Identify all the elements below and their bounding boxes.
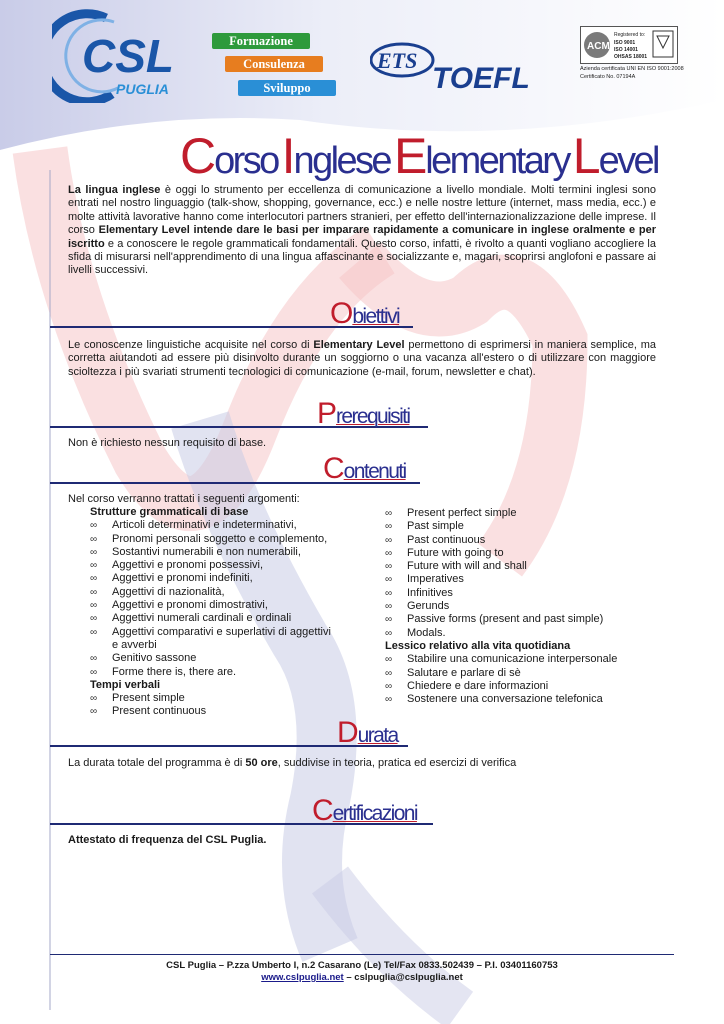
section-title-contenuti: Contenuti (323, 452, 406, 485)
list-item: ∞ Genitivo sassone (90, 652, 197, 665)
website-link[interactable]: www.cslpuglia.net (261, 972, 344, 983)
list-item: ∞ Pronomi personali soggetto e complemento, (90, 532, 328, 545)
section-title-certificazioni: Certificazioni (312, 794, 417, 827)
footer-address: CSL Puglia – P.zza Umberto I, n.2 Casarano (Le) Tel/Fax 0833.502439 – P.I. 03401160753 (166, 960, 558, 971)
list-item: ∞ Forme there is, there are. (90, 665, 237, 678)
bullet-icon: ∞ (90, 653, 98, 665)
list-tempi (90, 692, 340, 719)
bullet-icon: ∞ (90, 666, 98, 678)
bullet-icon: ∞ (385, 680, 393, 692)
list-item: ∞ Past simple (385, 520, 464, 533)
list-item: ∞ Past continuous (385, 533, 486, 546)
list-strutture (90, 519, 340, 679)
list-item: ∞ Chiedere e dare informazioni (385, 679, 549, 692)
email-address[interactable]: cslpuglia@cslpuglia.net (354, 972, 463, 983)
iso1-text: ISO 9001 (614, 40, 636, 46)
list-item: ∞ Aggettivi di nazionalità, (90, 585, 225, 598)
list-item: ∞ Present continuous (90, 705, 207, 718)
bullet-icon: ∞ (90, 573, 98, 585)
toefl-text: TOEFL (432, 62, 530, 95)
bullet-icon: ∞ (90, 706, 98, 718)
bullet-icon: ∞ (385, 614, 393, 626)
list-item: ∞ Imperatives (385, 573, 464, 586)
footer-contacts: www.cslpuglia.net – cslpuglia@cslpuglia.net (261, 972, 463, 983)
tag-sviluppo: Sviluppo (238, 80, 336, 96)
list-item: ∞ Present perfect simple (385, 507, 517, 519)
bullet-icon: ∞ (385, 587, 393, 599)
certification-badge (580, 26, 684, 100)
bullet-icon: ∞ (385, 534, 393, 546)
page-title: CorsoIngleseElementaryLevel (180, 128, 658, 184)
bullet-icon: ∞ (385, 521, 393, 533)
bullet-icon: ∞ (90, 626, 98, 638)
tag-formazione: Formazione (212, 33, 310, 49)
acm-text: ACM (587, 41, 610, 52)
bullet-icon: ∞ (385, 654, 393, 666)
contenuti-intro: Nel corso verranno trattati i seguenti argomenti: (68, 493, 300, 505)
list-item: ∞ Infinitives (385, 586, 453, 599)
section-title-prerequisiti: Prerequisiti (317, 397, 410, 430)
bullet-icon: ∞ (385, 694, 393, 706)
contenuti-right-column (385, 507, 665, 706)
bullet-icon: ∞ (385, 547, 393, 559)
bullet-icon: ∞ (90, 693, 98, 705)
csl-logo (52, 8, 192, 103)
list-item: ∞ Passive forms (present and past simple) (385, 613, 604, 626)
tag-consulenza: Consulenza (225, 56, 323, 72)
csl-logo-text: CSL (82, 30, 174, 82)
certificazioni-paragraph: Attestato di frequenza del CSL Puglia. (68, 834, 267, 846)
list-heading: Tempi verbali (90, 678, 161, 691)
bullet-icon: ∞ (90, 600, 98, 612)
list-item: ∞ Gerunds (385, 600, 450, 613)
bullet-icon: ∞ (385, 561, 393, 573)
list-item: ∞ Future with will and shall (385, 560, 527, 573)
ets-text: ETS (377, 48, 418, 73)
list-heading: Lessico relativo alla vita quotidiana (385, 639, 571, 652)
list-item: ∞ Sostenere una conversazione telefonica (385, 693, 603, 706)
list-item: ∞ Articoli determinativi e indeterminativi, (90, 519, 297, 532)
bullet-icon: ∞ (90, 560, 98, 572)
bullet-icon: ∞ (90, 533, 98, 545)
prerequisiti-paragraph: Non è richiesto nessun requisito di base. (68, 437, 267, 449)
acm-ukas-mark (581, 27, 677, 63)
list-item: ∞ Aggettivi comparativi e superlativi di aggettivi e avverbi (90, 625, 331, 651)
footer (100, 960, 624, 984)
bullet-icon: ∞ (90, 520, 98, 532)
cert-line-2: Certificato No. 07194A (580, 74, 636, 80)
contenuti-left-column (90, 506, 340, 719)
list-item: ∞ Present simple (90, 692, 185, 705)
bullet-icon: ∞ (385, 508, 393, 519)
section-title-obiettivi: Obiettivi (330, 297, 400, 330)
list-item: ∞ Aggettivi e pronomi dimostrativi, (90, 599, 268, 612)
list-item: ∞ Stabilire una comunicazione interpersonale (385, 653, 618, 666)
bullet-icon: ∞ (90, 546, 98, 558)
bullet-icon: ∞ (90, 586, 98, 598)
ets-toefl-logo (370, 38, 540, 98)
bullet-icon: ∞ (385, 601, 393, 613)
list-item: ∞ Aggettivi numerali cardinali e ordinali (90, 612, 292, 625)
list-item: ∞ Sostantivi numerabili e non numerabili, (90, 545, 301, 558)
bullet-icon: ∞ (385, 627, 393, 639)
bullet-icon: ∞ (90, 613, 98, 625)
list-tempi-continued (385, 507, 665, 640)
csl-logo-sub: PUGLIA (116, 81, 169, 97)
list-item: ∞ Future with going to (385, 546, 504, 559)
bullet-icon: ∞ (385, 574, 393, 586)
list-heading: Strutture grammaticali di base (90, 506, 249, 518)
obiettivi-paragraph: Le conoscenze linguistiche acquisite nel corso di Elementary Level permettono di esprimersi in maniera semplice, ma corretta aiutandoti ad essere più disinvolto durante un soggiorno o una vacanza all'estero o di utilizzare con maggiore scioltezza i più svariati strumenti tecnologici di comunicazione (e-mail, forum, newsletter e chat). (68, 339, 656, 378)
list-item: ∞ Salutare e parlare di sè (385, 666, 521, 679)
registered-text: Registered to: (614, 32, 646, 38)
list-item: ∞ Modals. (385, 626, 446, 639)
list-item: ∞ Aggettivi e pronomi indefiniti, (90, 572, 253, 585)
list-lessico (385, 653, 665, 706)
list-item: ∞ Aggettivi e pronomi possessivi, (90, 559, 264, 572)
bullet-icon: ∞ (385, 667, 393, 679)
intro-paragraph: La lingua inglese è oggi lo strumento per eccellenza di comunicazione a livello mondiale. Molti termini inglesi sono entrati nel nostro linguaggio (talk-show, shopping, governance, ecc.) e nelle nostre letture (internet, mass media, ecc.) e molte attività lavorative hanno come interlocutori partners stranieri, per effetto dell'internazionalizzazione delle imprese. Il corso Elementary Level intende dare le basi per imparare rapidamente a comunicare in inglese oralmente e per iscritto e a conoscere le regole grammaticali fondamentali. Questo corso, infatti, è rivolto a quanti vogliano accogliere la sfida di misurarsi nell'apprendimento di una lingua affascinante e socializzante e, magari, scoprirsi anglofoni e passare ai livelli successivi. (68, 184, 656, 277)
iso2-text: ISO 14001 (614, 47, 638, 53)
iso3-text: OHSAS 18001 (614, 54, 648, 60)
cert-line-1: Azienda certificata UNI EN ISO 9001:2008 (580, 66, 684, 72)
durata-paragraph: La durata totale del programma è di 50 ore, suddivise in teoria, pratica ed esercizi di verifica (68, 757, 517, 769)
footer-rule (50, 954, 674, 955)
section-title-durata: Durata (337, 716, 398, 749)
